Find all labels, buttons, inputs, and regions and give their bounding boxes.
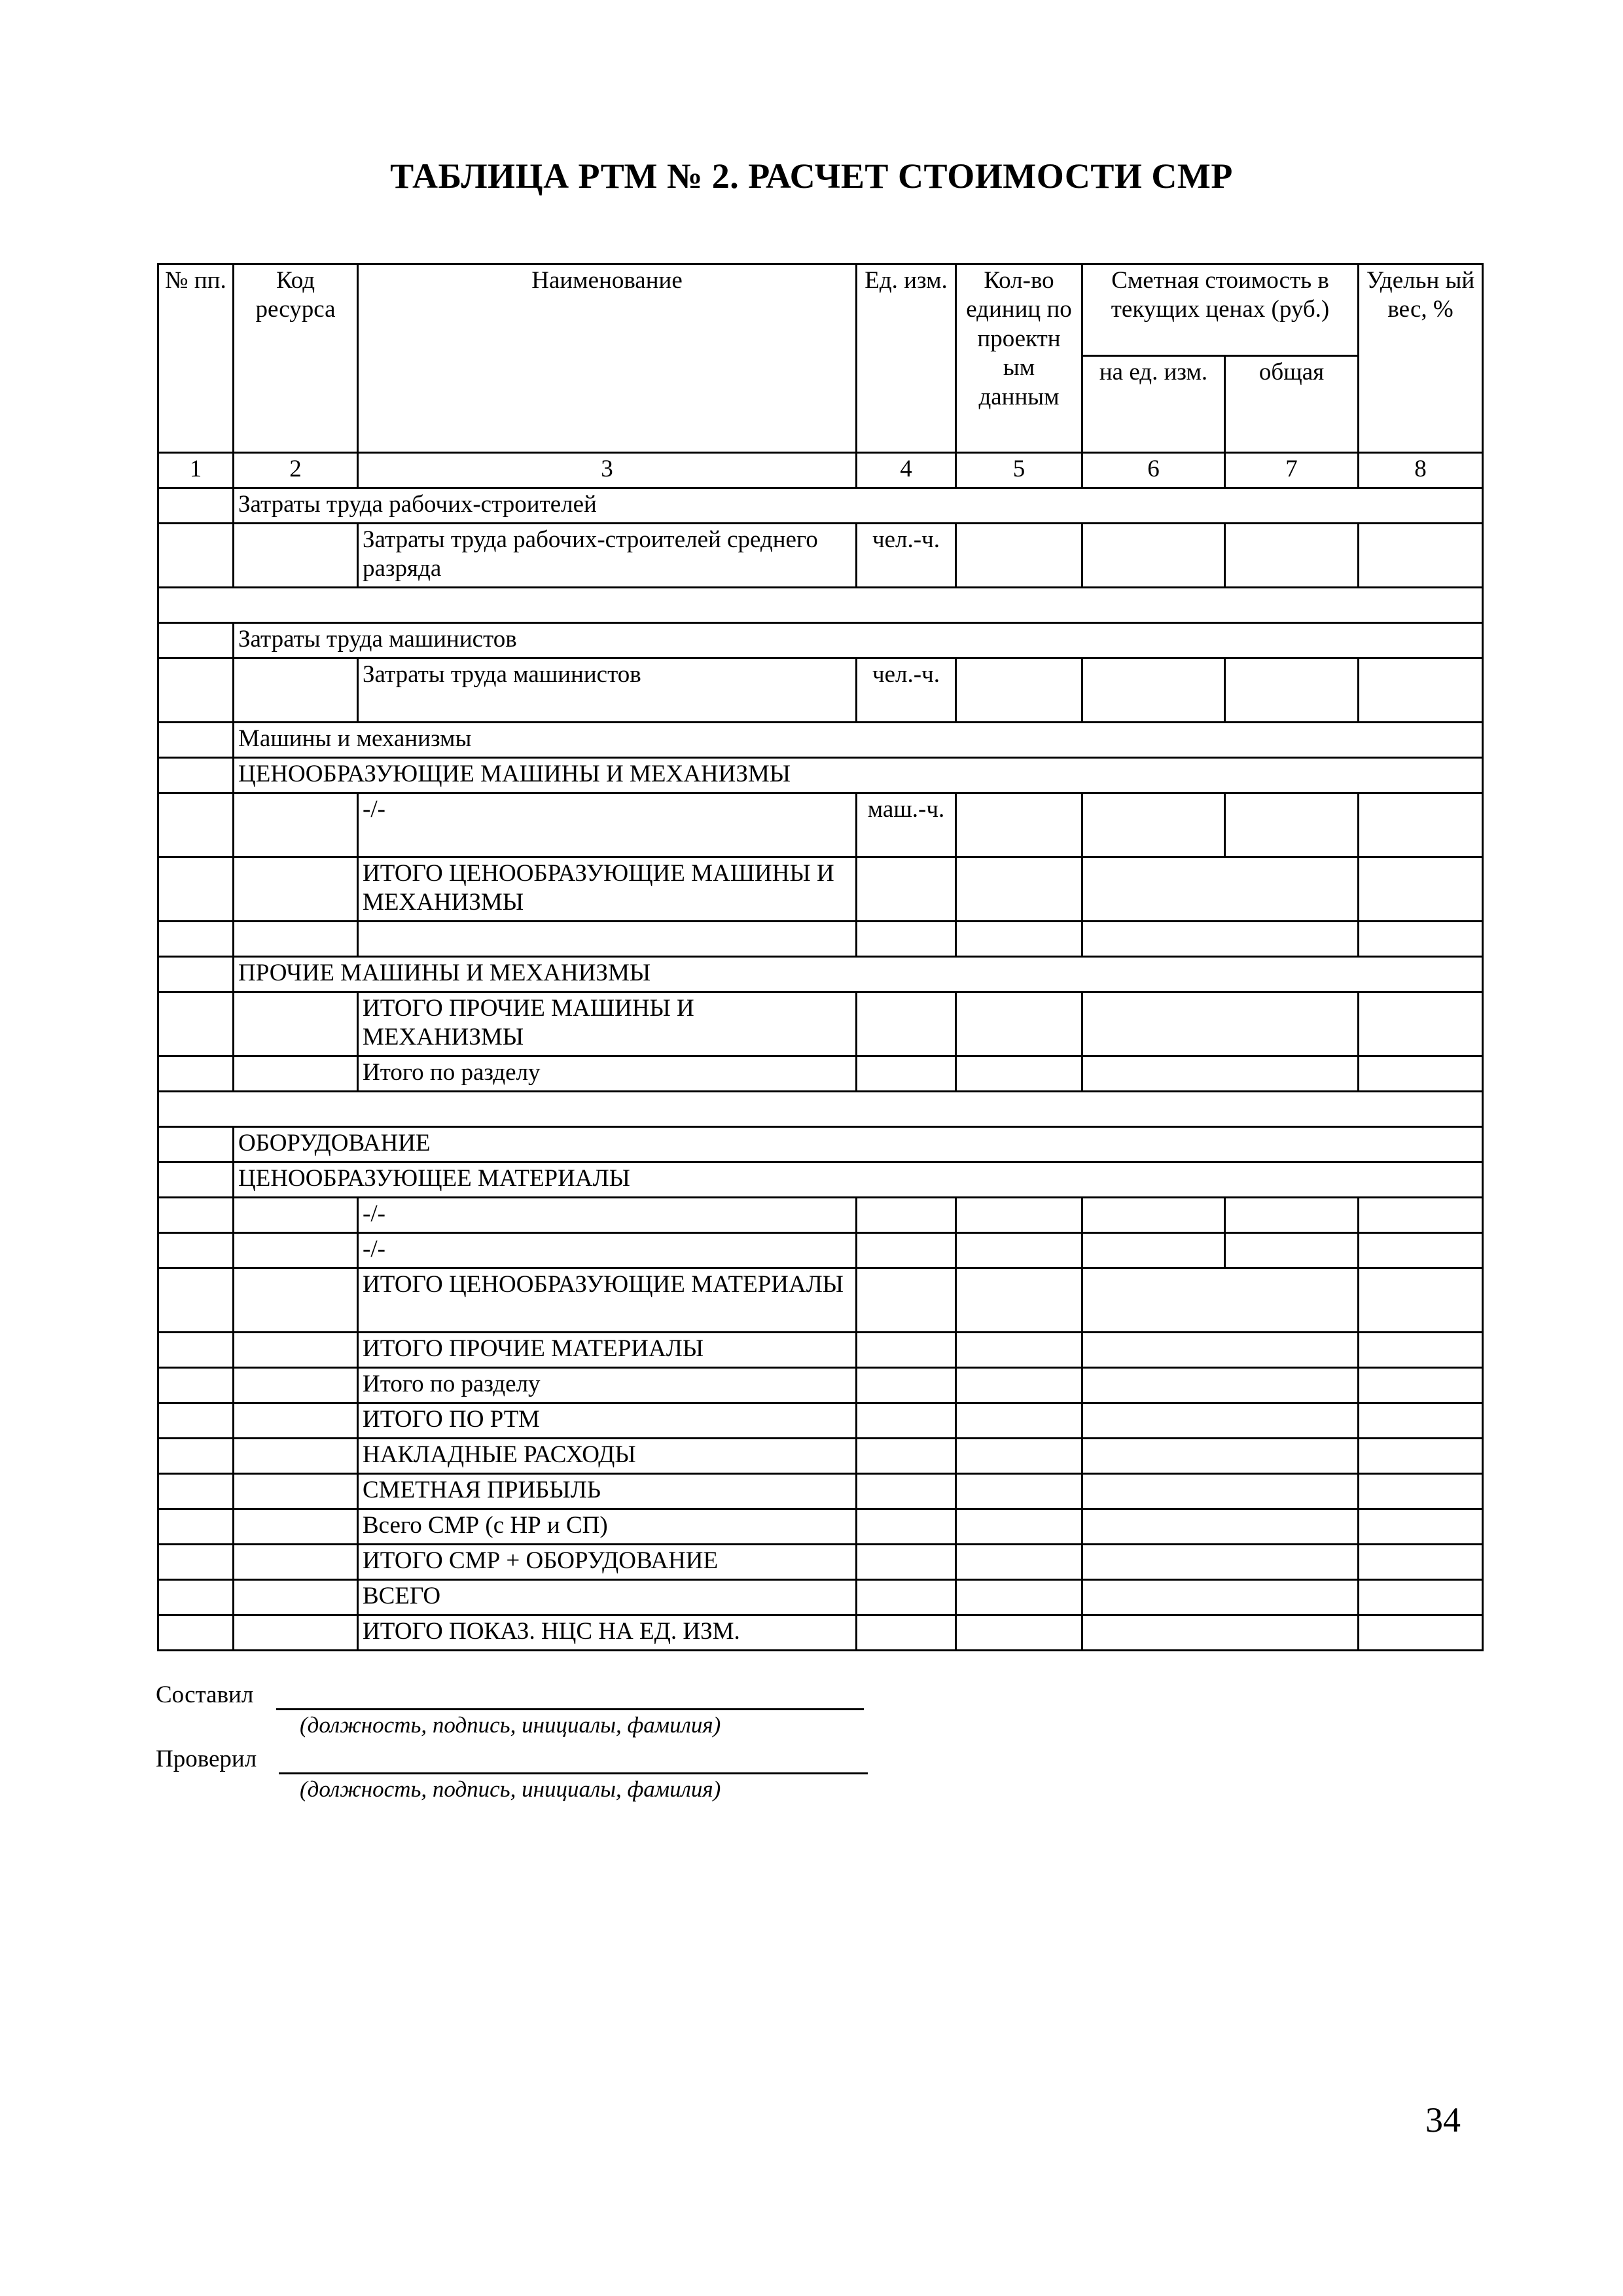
column-number: 8	[1359, 453, 1483, 488]
empty-row	[158, 588, 1483, 623]
row-unit: чел.-ч.	[857, 658, 956, 723]
compiled-by-block	[156, 1681, 253, 1709]
row-unit: маш.-ч.	[857, 793, 956, 857]
section-title: ОБОРУДОВАНИЕ	[234, 1127, 1483, 1162]
row-unit: чел.-ч.	[857, 524, 956, 588]
row-name: ВСЕГО	[358, 1580, 857, 1615]
section-row	[158, 1127, 1483, 1162]
total-row	[158, 857, 1483, 922]
table-row	[158, 524, 1483, 588]
row-name: -/-	[358, 793, 857, 857]
row-name: ИТОГО ПРОЧИЕ МАШИНЫ И МЕХАНИЗМЫ	[358, 992, 857, 1056]
table-row	[158, 658, 1483, 723]
section-row	[158, 623, 1483, 658]
section-title: Машины и механизмы	[234, 723, 1483, 758]
table-header-row	[158, 264, 1483, 356]
row-name: ИТОГО ПРОЧИЕ МАТЕРИАЛЫ	[358, 1333, 857, 1368]
header-quantity: Кол-во единиц по проектн ым данным	[956, 264, 1082, 453]
section-row	[158, 723, 1483, 758]
section-row	[158, 758, 1483, 793]
total-row	[158, 1545, 1483, 1580]
compiled-by-label: Составил	[156, 1681, 254, 1708]
column-number: 5	[956, 453, 1082, 488]
total-row	[158, 1368, 1483, 1403]
section-row	[158, 488, 1483, 524]
total-row	[158, 1268, 1483, 1333]
checked-by-block	[156, 1745, 257, 1773]
table-row	[158, 1198, 1483, 1233]
checked-by-hint: (должность, подпись, инициалы, фамилия)	[300, 1776, 721, 1802]
header-code: Код ресурса	[234, 264, 358, 453]
header-cost-group: Сметная стоимость в текущих ценах (руб.)	[1082, 264, 1359, 356]
table-row	[158, 793, 1483, 857]
row-name: Затраты труда рабочих-строителей среднего разряда	[358, 524, 857, 588]
total-row	[158, 992, 1483, 1056]
section-title: Затраты труда машинистов	[234, 623, 1483, 658]
header-cost-total: общая	[1225, 356, 1359, 453]
total-row	[158, 1615, 1483, 1651]
compiled-by-line[interactable]	[276, 1708, 864, 1710]
row-name: ИТОГО ЦЕНООБРАЗУЮЩИЕ МАТЕРИАЛЫ	[358, 1268, 857, 1333]
checked-by-line[interactable]	[279, 1772, 868, 1774]
page-number: 34	[1425, 2100, 1461, 2140]
total-row	[158, 1474, 1483, 1509]
row-name: Итого по разделу	[358, 1368, 857, 1403]
row-name: -/-	[358, 1198, 857, 1233]
header-num: № пп.	[158, 264, 234, 453]
checked-by-label: Проверил	[156, 1746, 257, 1772]
table-row	[158, 1233, 1483, 1268]
total-row	[158, 1056, 1483, 1092]
row-name: ИТОГО ПОКАЗ. НЦС НА ЕД. ИЗМ.	[358, 1615, 857, 1651]
row-name: НАКЛАДНЫЕ РАСХОДЫ	[358, 1439, 857, 1474]
section-title: ЦЕНООБРАЗУЮЩИЕ МАШИНЫ И МЕХАНИЗМЫ	[234, 758, 1483, 793]
empty-row	[158, 1092, 1483, 1127]
section-title: ЦЕНООБРАЗУЮЩЕЕ МАТЕРИАЛЫ	[234, 1162, 1483, 1198]
column-number: 1	[158, 453, 234, 488]
cost-table	[157, 263, 1484, 1651]
compiled-by-hint: (должность, подпись, инициалы, фамилия)	[300, 1712, 721, 1738]
section-row	[158, 1162, 1483, 1198]
row-name: -/-	[358, 1233, 857, 1268]
row-name: ИТОГО ПО РТМ	[358, 1403, 857, 1439]
column-number: 7	[1225, 453, 1359, 488]
empty-row	[158, 922, 1483, 957]
section-title: Затраты труда рабочих-строителей	[234, 488, 1483, 524]
column-number: 3	[358, 453, 857, 488]
section-row	[158, 957, 1483, 992]
total-row	[158, 1509, 1483, 1545]
total-row	[158, 1580, 1483, 1615]
header-cost-per-unit: на ед. изм.	[1082, 356, 1225, 453]
header-share: Удельн ый вес, %	[1359, 264, 1483, 453]
row-name: Всего СМР (с НР и СП)	[358, 1509, 857, 1545]
header-name: Наименование	[358, 264, 857, 453]
column-number: 2	[234, 453, 358, 488]
row-name: ИТОГО ЦЕНООБРАЗУЮЩИЕ МАШИНЫ И МЕХАНИЗМЫ	[358, 857, 857, 922]
column-number: 4	[857, 453, 956, 488]
header-unit: Ед. изм.	[857, 264, 956, 453]
column-number: 6	[1082, 453, 1225, 488]
total-row	[158, 1439, 1483, 1474]
total-row	[158, 1403, 1483, 1439]
row-name: Итого по разделу	[358, 1056, 857, 1092]
total-row	[158, 1333, 1483, 1368]
page-title: ТАБЛИЦА РТМ № 2. РАСЧЕТ СТОИМОСТИ СМР	[390, 156, 1233, 196]
column-number-row	[158, 453, 1483, 488]
row-name: ИТОГО СМР + ОБОРУДОВАНИЕ	[358, 1545, 857, 1580]
section-title: ПРОЧИЕ МАШИНЫ И МЕХАНИЗМЫ	[234, 957, 1483, 992]
row-name: СМЕТНАЯ ПРИБЫЛЬ	[358, 1474, 857, 1509]
row-name: Затраты труда машинистов	[358, 658, 857, 723]
